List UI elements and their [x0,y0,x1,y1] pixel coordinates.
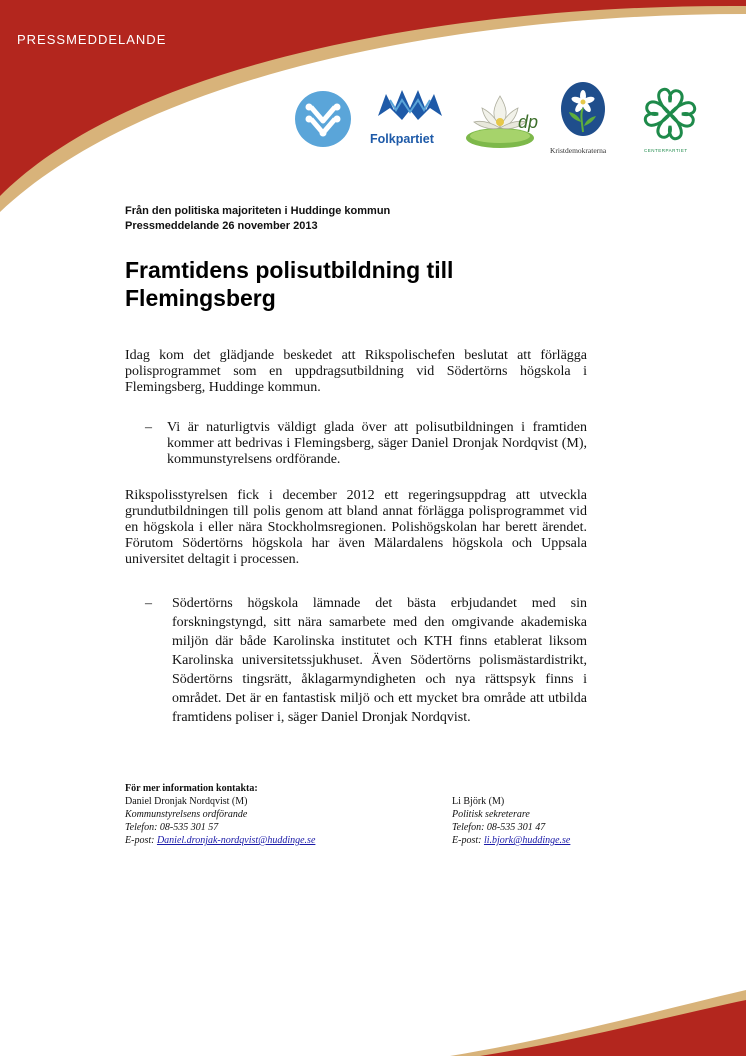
centerpartiet-logo-text: CENTERPARTIET [644,148,688,153]
contact-name: Daniel Dronjak Nordqvist (M) [125,796,248,807]
kristdemokraterna-logo-text: Kristdemokraterna [550,146,607,155]
email-prefix: E-post: [452,835,484,846]
contact-role: Politisk sekreterare [452,809,530,820]
quote-dash: – [145,596,152,611]
paragraph-intro: Idag kom det glädjande beskedet att Rikspolischefen beslutat att förlägga polisprogrammet som en uppdragsutbildning vid Södertörns högskola i Flemingsberg, Huddinge kommun. [125,348,587,395]
contact-phone: Telefon: 08-535 301 47 [452,822,546,833]
dp-logo-text: dp [518,112,539,132]
contact-email-row [125,834,315,847]
quote-2-text: Södertörns högskola lämnade det bästa erbjudandet med sin forskningstyngd, sitt nära samarbete med den omgivande akademiska miljön där både Karolinska institutet och KTH finns etablerat liksom Karolinska universitetssjukhuset. Även Södertörns polismästardistrikt, Södertörns tingsrätt, åklagarmyndigheten och nya rättspsyk finns i området. Det är en fantastisk miljö och ett mycket bra område att utbilda framtidens poliser i, säger Daniel Dronjak Nordqvist. [172,596,587,725]
page-title [125,256,585,312]
moderaterna-logo-icon [294,90,352,148]
contact-email-link[interactable]: li.bjork@huddinge.se [483,835,571,846]
folkpartiet-logo-icon [372,86,448,134]
quote-dash: – [145,420,152,435]
contact-primary [125,782,315,847]
contact-heading: För mer information kontakta: [125,783,258,794]
contact-email-link[interactable]: Daniel.dronjak-nordqvist@huddinge.se [156,835,316,846]
folkpartiet-logo-text: Folkpartiet [370,132,434,146]
quote-1 [145,420,587,468]
kristdemokraterna-logo-icon [560,82,606,140]
quote-1-text: Vi är naturligtvis väldigt glada över att polisutbildningen i framtiden kommer att bedrivas i Flemingsberg, säger Daniel Dronjak Nordqvist (M), kommunstyrelsens ordförande. [167,420,587,467]
quote-2 [145,594,587,727]
contact-email-row [452,834,570,847]
contact-secondary [452,795,570,847]
release-meta [125,204,390,234]
press-release-label: PRESSMEDDELANDE [17,32,167,47]
party-logos [292,82,712,162]
contact-phone: Telefon: 08-535 301 57 [125,822,219,833]
meta-origin: Från den politiska majoriteten i Huddinge kommun [125,205,391,217]
contact-role: Kommunstyrelsens ordförande [125,809,248,820]
title-line-1: Framtidens polisutbildning till [125,257,454,283]
title-line-2: Flemingsberg [125,285,276,311]
email-prefix: E-post: [125,835,157,846]
footer-band [0,990,746,1056]
paragraph-background: Rikspolisstyrelsen fick i december 2012 ett regeringsuppdrag att utveckla grundutbildningen till polis genom att bland annat förlägga polisprogrammet vid en högskola i eller nära Stockholmsregionen. Polishögskolan har berett ärendet. Förutom Södertörns högskola har även Mälardalens högskola och Uppsala universitet deltagit i processen. [125,488,587,567]
clover-logo-icon [640,84,700,144]
meta-date: Pressmeddelande 26 november 2013 [125,220,318,232]
contact-name: Li Björk (M) [452,796,505,807]
